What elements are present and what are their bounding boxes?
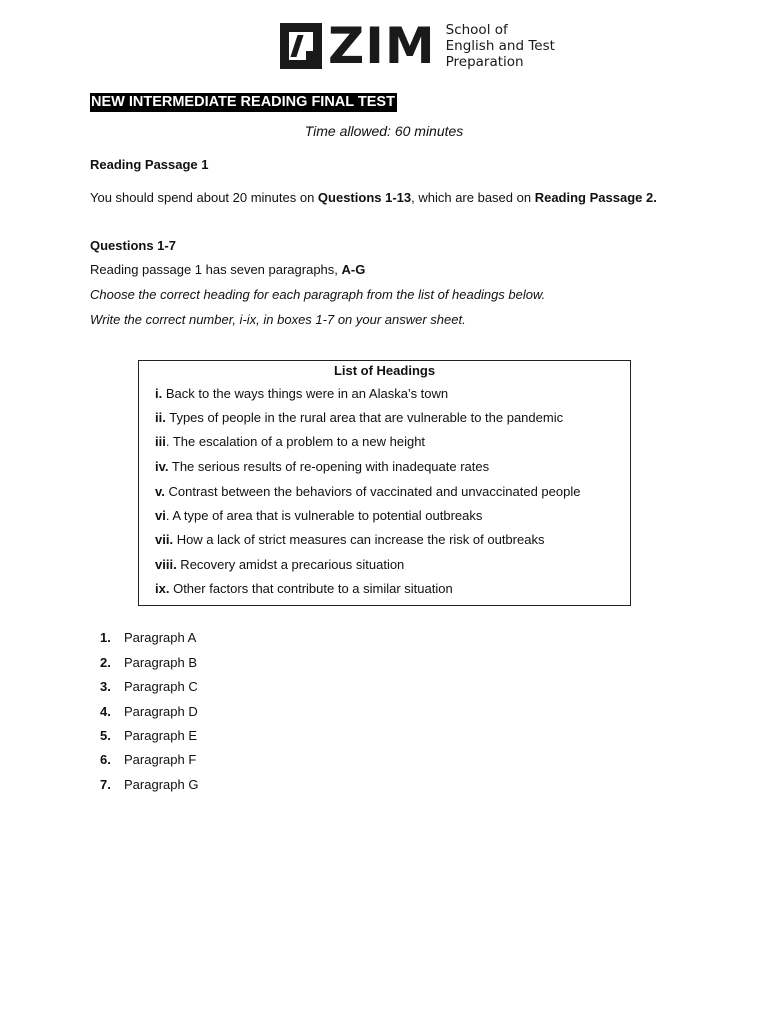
heading-item: [155, 434, 425, 450]
logo-tagline-line: English and Test: [445, 38, 555, 54]
item-label: Paragraph C: [124, 679, 198, 694]
item-label: Paragraph B: [124, 655, 197, 670]
item-number: 2.: [100, 655, 111, 670]
item-label: Paragraph A: [124, 630, 197, 645]
heading-text: . A type of area that is vulnerable to potential outbreaks: [165, 508, 483, 523]
instruction-questions: Questions 1-13: [317, 190, 412, 205]
paragraphs-line: [90, 262, 365, 278]
zim-logo: [280, 17, 555, 75]
heading-text: Other factors that contribute to a similar situation: [169, 581, 453, 596]
heading-item: [155, 459, 489, 475]
heading-numeral: v.: [155, 484, 165, 499]
list-item: [100, 679, 198, 695]
paragraphs-range: A-G: [341, 262, 366, 277]
heading-text: Back to the ways things were in an Alaska’s town: [162, 386, 449, 401]
logo-tagline: [446, 22, 555, 70]
item-label: Paragraph D: [124, 704, 198, 719]
passage-heading: Reading Passage 1: [90, 157, 209, 172]
heading-item: [155, 508, 482, 524]
zim-logo-mark-icon: [280, 23, 322, 69]
instruction-passage: Reading Passage 2.: [534, 190, 657, 205]
list-item: [100, 752, 196, 768]
heading-item: [155, 386, 448, 402]
test-title: NEW INTERMEDIATE READING FINAL TEST: [91, 94, 395, 110]
heading-text: . The escalation of a problem to a new height: [165, 434, 426, 449]
heading-numeral: iii: [155, 434, 166, 449]
write-instruction: Write the correct number, i-ix, in boxes 1-7 on your answer sheet.: [90, 312, 466, 327]
list-item: [100, 655, 197, 671]
paragraphs-text: Reading passage 1 has seven paragraphs,: [90, 262, 342, 277]
item-label: Paragraph E: [124, 728, 197, 743]
item-number: 4.: [100, 704, 111, 719]
heading-numeral: vi: [155, 508, 166, 523]
list-item: [100, 728, 197, 744]
heading-numeral: iv.: [155, 459, 169, 474]
list-item: [100, 630, 196, 646]
heading-item: [155, 484, 580, 500]
heading-text: Recovery amidst a precarious situation: [176, 557, 405, 572]
instruction-text: , which are based on: [411, 190, 535, 205]
heading-item: [155, 410, 563, 426]
item-label: Paragraph G: [124, 777, 199, 792]
heading-numeral: vii.: [155, 532, 174, 547]
questions-heading: Questions 1-7: [90, 238, 176, 253]
item-number: 7.: [100, 777, 111, 792]
item-number: 6.: [100, 752, 111, 767]
heading-text: The serious results of re-opening with inadequate rates: [168, 459, 490, 474]
choose-instruction: Choose the correct heading for each paragraph from the list of headings below.: [90, 287, 546, 302]
heading-text: Contrast between the behaviors of vaccinated and unvaccinated people: [164, 484, 581, 499]
list-item: [100, 777, 198, 793]
item-number: 3.: [100, 679, 111, 694]
list-of-headings-box: [138, 360, 631, 606]
item-label: Paragraph F: [124, 752, 197, 767]
heading-item: [155, 557, 404, 573]
instruction-text: You should spend about 20 minutes on: [90, 190, 318, 205]
heading-text: Types of people in the rural area that are vulnerable to the pandemic: [165, 410, 564, 425]
heading-numeral: ii.: [155, 410, 166, 425]
instruction-line: [90, 190, 657, 206]
logo-wordmark: ZIM: [328, 17, 436, 75]
heading-numeral: ix.: [155, 581, 170, 596]
logo-tagline-line: School of: [445, 22, 508, 38]
heading-item: [155, 532, 544, 548]
heading-item: [155, 581, 453, 597]
time-allowed: Time allowed: 60 minutes: [304, 123, 464, 139]
item-number: 5.: [100, 728, 111, 743]
logo-tagline-line: Preparation: [445, 54, 524, 70]
list-item: [100, 704, 198, 720]
list-of-headings-title: List of Headings: [333, 363, 436, 378]
heading-text: How a lack of strict measures can increase the risk of outbreaks: [173, 532, 545, 547]
item-number: 1.: [100, 630, 111, 645]
heading-numeral: i.: [155, 386, 163, 401]
heading-numeral: viii.: [155, 557, 177, 572]
